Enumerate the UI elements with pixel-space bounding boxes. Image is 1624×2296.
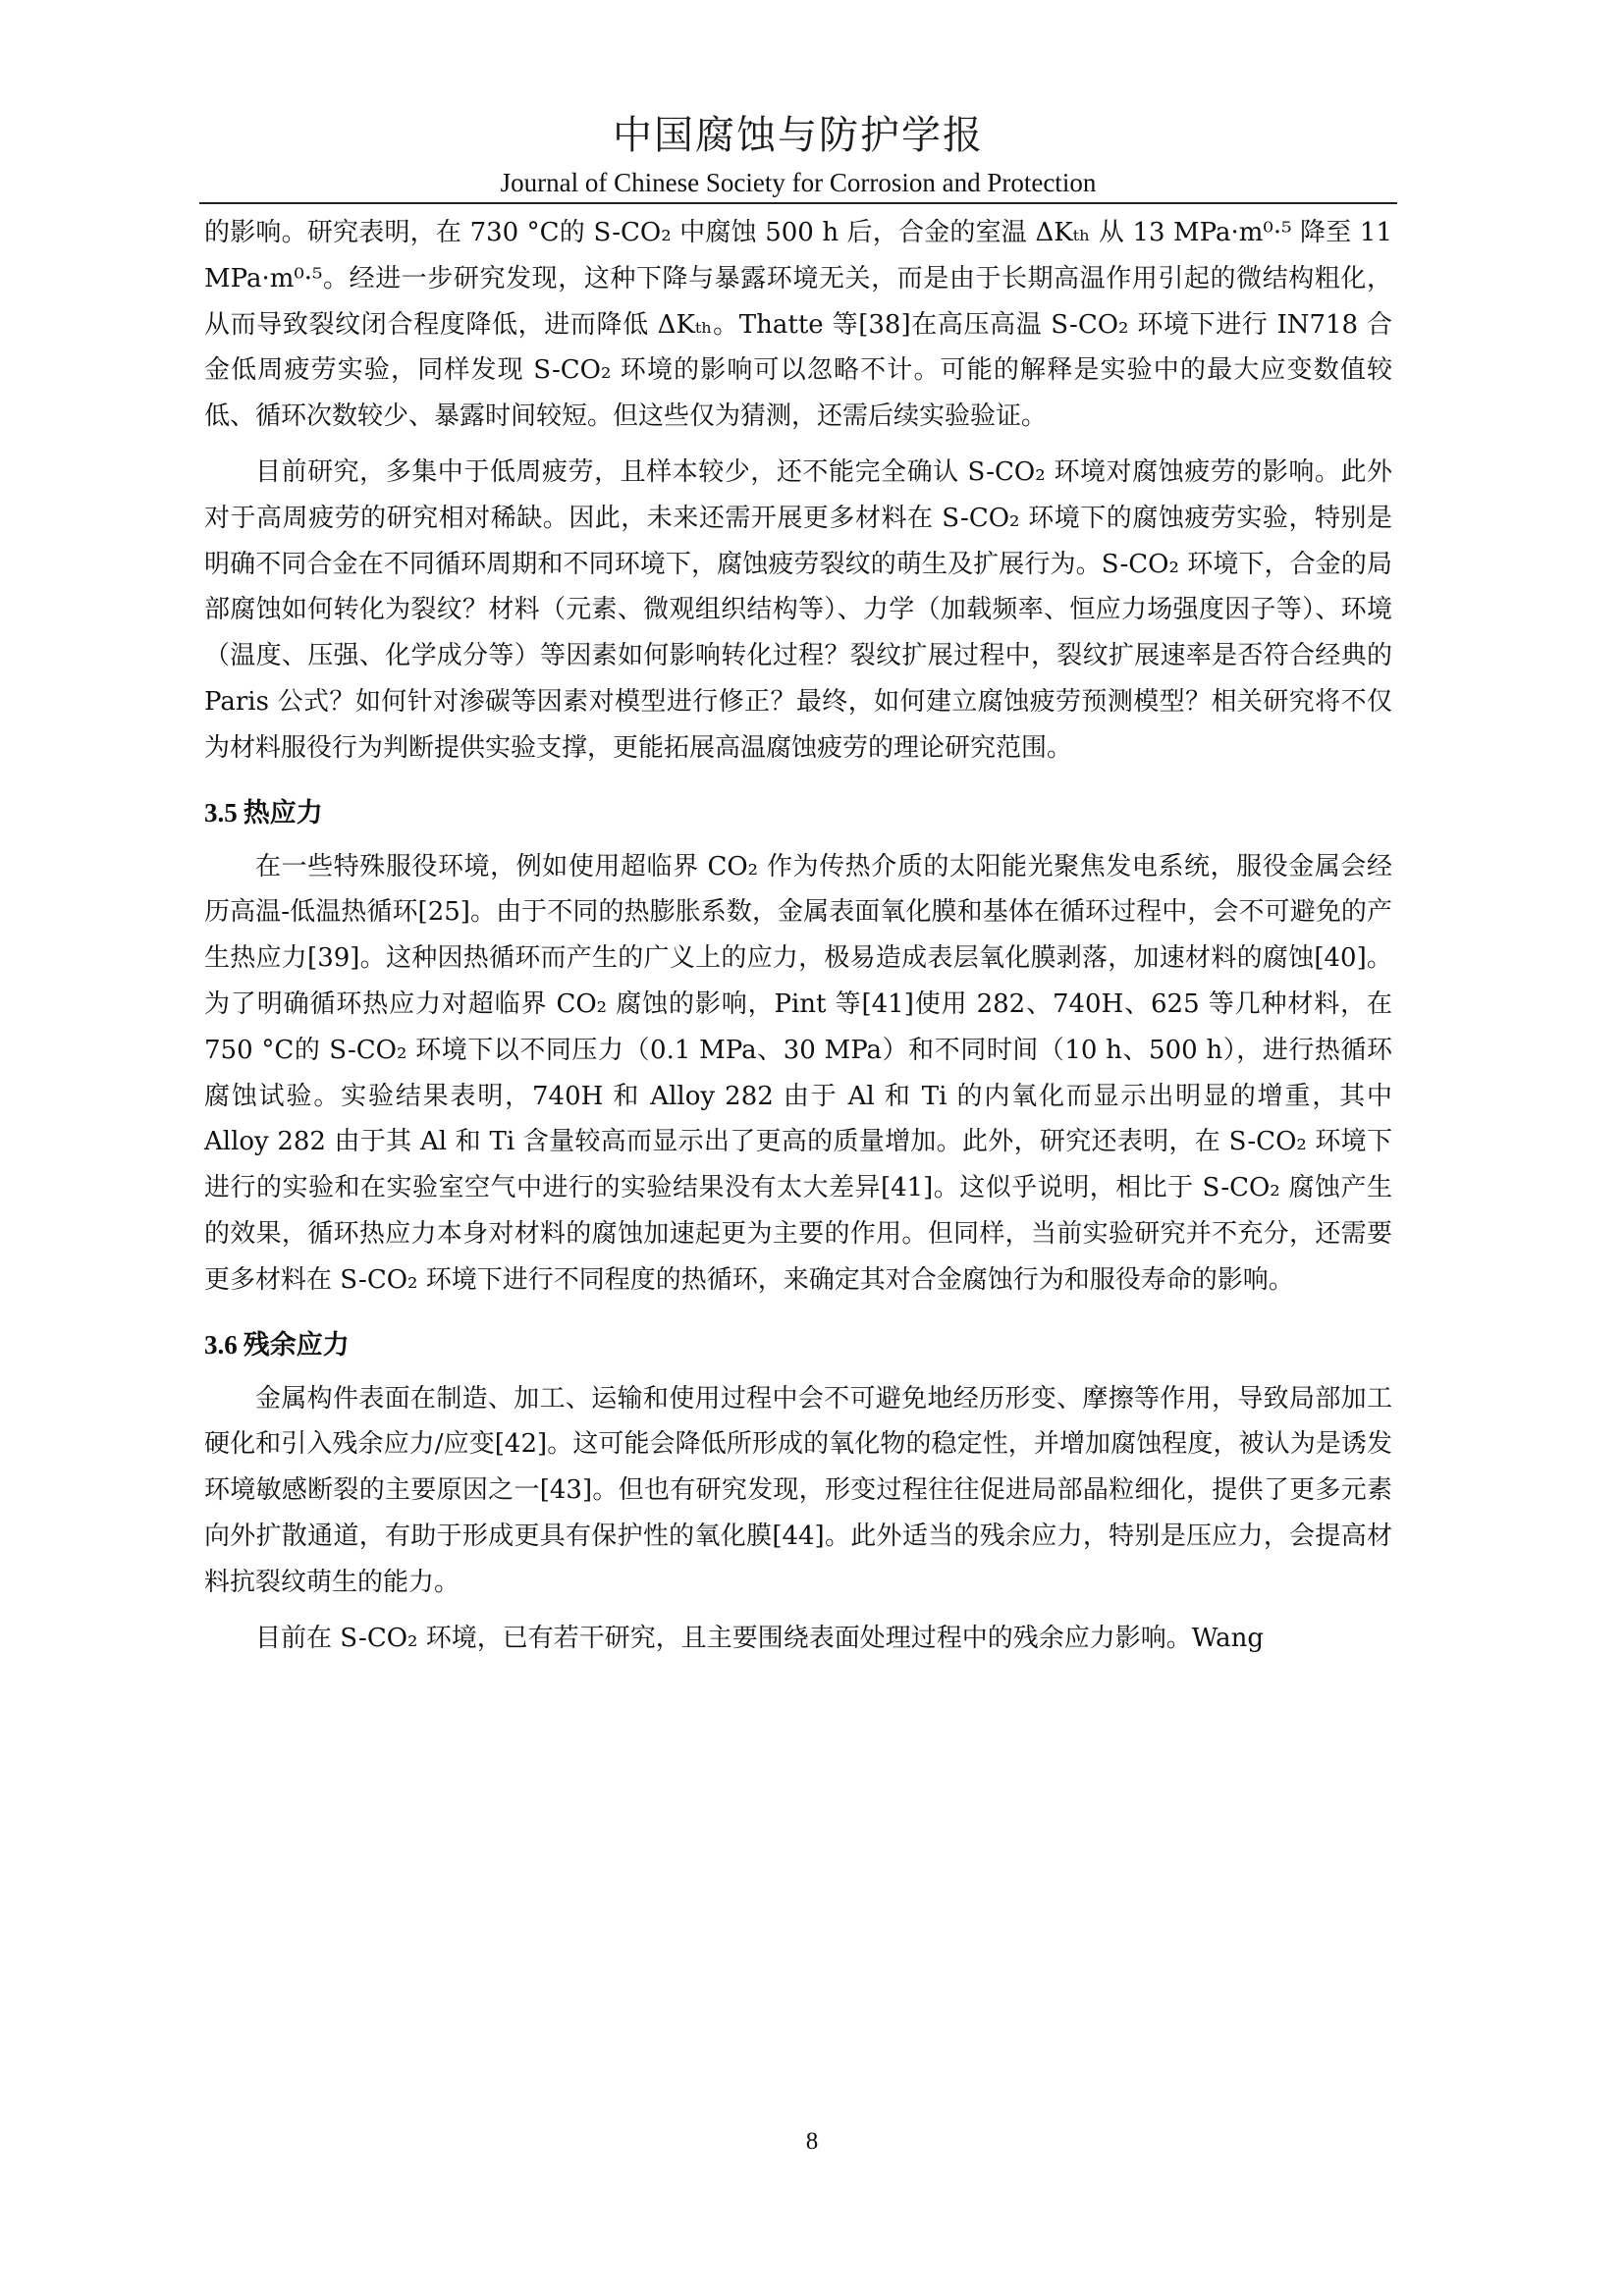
journal-title-chinese: 中国腐蚀与防护学报 [613,113,984,158]
paragraph-thermal-stress: 在一些特殊服役环境，例如使用超临界 CO₂ 作为传热介质的太阳能光聚焦发电系统，服役金属会经历高温-低温热循环[25]。由于不同的热膨胀系数，金属表面氧化膜和基体在循环过程中，会不可避免的产生热应力[39]。这种因热循环而产生的广义上的应力，极易造成表层氧化膜剥落，加速材料的腐蚀[40]。为了明确循环热应力对超临界 CO₂ 腐蚀的影响，Pint 等[41]使用 282、740H、625 等几种材料，在 750 °C的 S-CO₂ 环境下以不同压力（0.1 MPa、30 MPa）和不同时间（10 h、500 h），进行热循环腐蚀试验。实验结果表明，740H 和 Alloy 282 由于 Al 和 Ti 的内氧化而显示出明显的增重，其中 Alloy 282 由于其 Al 和 Ti 含量较高而显示出了更高的质量增加。此外，研究还表明，在 S-CO₂ 环境下进行的实验和在实验室空气中进行的实验结果没有太大差异[41]。这似乎说明，相比于 S-CO₂ 腐蚀产生的效果，循环热应力本身对材料的腐蚀加速起更为主要的作用。但同样，当前实验研究并不充分，还需要更多材料在 S-CO₂ 环境下进行不同程度的热循环，来确定其对合金腐蚀行为和服役寿命的影响。 [204,851,1392,1295]
paragraph-residual-stress-studies: 目前在 S-CO₂ 环境，已有若干研究，且主要围绕表面处理过程中的残余应力影响。Wang [255,1623,1265,1653]
section-heading-3-5 [204,793,1392,832]
paragraph-residual-stress: 金属构件表面在制造、加工、运输和使用过程中会不可避免地经历形变、摩擦等作用，导致局部加工硬化和引入残余应力/应变[42]。这可能会降低所形成的氧化物的稳定性，并增加腐蚀程度，被认为是诱发环境敏感断裂的主要原因之一[43]。但也有研究发现，形变过程往往促进局部晶粒细化，提供了更多元素向外扩散通道，有助于形成更具有保护性的氧化膜[44]。此外适当的残余应力，特别是压应力，会提高材料抗裂纹萌生的能力。 [204,1383,1392,1597]
section-number: 3.5 [204,797,238,828]
section-title-text: 热应力 [243,797,323,828]
header-rule [199,202,1397,204]
section-title-text: 残余应力 [243,1329,350,1360]
article-body [204,210,1392,1671]
page-header [199,108,1397,200]
section-number: 3.6 [204,1329,238,1360]
page-number: 8 [805,2128,819,2155]
journal-title-english: Journal of Chinese Society for Corrosion and Protection [500,168,1097,197]
section-heading-3-6 [204,1325,1392,1364]
paragraph-fatigue-continued: 的影响。研究表明，在 730 °C的 S-CO₂ 中腐蚀 500 h 后，合金的室温 ΔKₜₕ 从 13 MPa·m⁰·⁵ 降至 11 MPa·m⁰·⁵。经进一步研究发现，这种下降与暴露环境无关，而是由于长期高温作用引起的微结构粗化，从而导致裂纹闭合程度降低，进而降低 ΔKₜₕ。Thatte 等[38]在高压高温 S-CO₂ 环境下进行 IN718 合金低周疲劳实验，同样发现 S-CO₂ 环境的影响可以忽略不计。可能的解释是实验中的最大应变数值较低、循环次数较少、暴露时间较短。但这些仅为猜测，还需后续实验验证。 [204,218,1392,432]
paragraph-fatigue-outlook: 目前研究，多集中于低周疲劳，且样本较少，还不能完全确认 S-CO₂ 环境对腐蚀疲劳的影响。此外对于高周疲劳的研究相对稀缺。因此，未来还需开展更多材料在 S-CO₂ 环境下的腐蚀疲劳实验，特别是明确不同合金在不同循环周期和不同环境下，腐蚀疲劳裂纹的萌生及扩展行为。S-CO₂ 环境下，合金的局部腐蚀如何转化为裂纹？材料（元素、微观组织结构等）、力学（加载频率、恒应力场强度因子等）、环境（温度、压强、化学成分等）等因素如何影响转化过程？裂纹扩展过程中，裂纹扩展速率是否符合经典的 Paris 公式？如何针对渗碳等因素对模型进行修正？最终，如何建立腐蚀疲劳预测模型？相关研究将不仅为材料服役行为判断提供实验支撑，更能拓展高温腐蚀疲劳的理论研究范围。 [204,456,1392,763]
